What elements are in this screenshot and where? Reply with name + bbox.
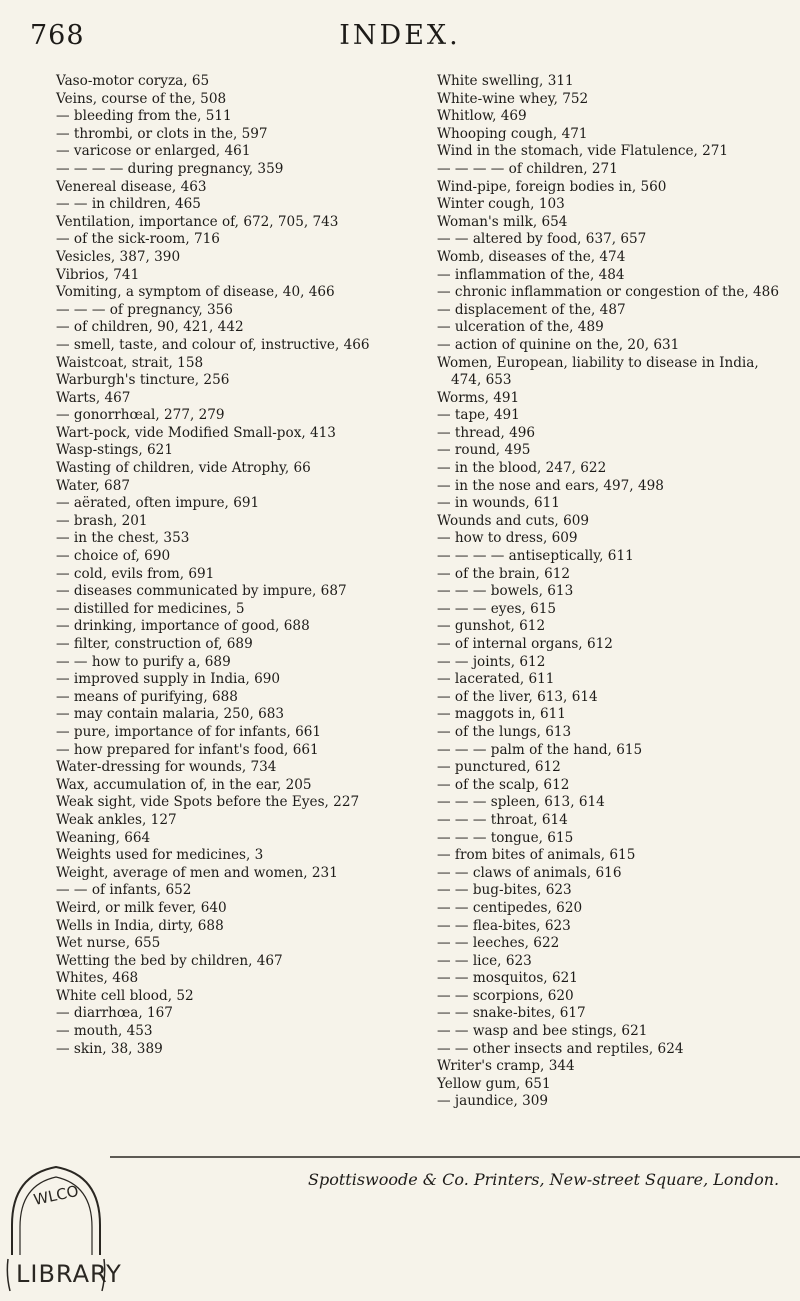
index-entry: — in wounds, 611 — [437, 495, 560, 512]
index-entry: White-wine whey, 752 — [437, 90, 589, 107]
index-entry: — brash, 201 — [56, 512, 148, 529]
index-entry: — maggots in, 611 — [437, 706, 566, 723]
index-entry: — of children, 90, 421, 442 — [56, 319, 244, 336]
index-entry: — tape, 491 — [437, 407, 520, 424]
index-entry: — — snake-bites, 617 — [437, 1005, 586, 1022]
index-entry: Women, European, liability to disease in India, 474, 653 — [437, 354, 759, 389]
index-entry: Whites, 468 — [56, 970, 139, 987]
index-entry: — thread, 496 — [437, 424, 536, 441]
index-entry: Wart-pock, vide Modified Small-pox, 413 — [56, 424, 336, 441]
index-entry: — — — eyes, 615 — [437, 600, 557, 617]
index-entry: Wasp-stings, 621 — [56, 442, 173, 459]
index-entry: — how prepared for infant's food, 661 — [56, 741, 319, 758]
index-entry: Vibrios, 741 — [56, 266, 140, 283]
index-entry: Weight, average of men and women, 231 — [56, 864, 338, 881]
index-entry: — gonorrhœal, 277, 279 — [56, 407, 225, 424]
index-entry: — in the blood, 247, 622 — [437, 460, 607, 477]
index-entry: Weak sight, vide Spots before the Eyes, 227 — [56, 794, 360, 811]
index-entry: Wounds and cuts, 609 — [437, 512, 590, 529]
index-entry: — distilled for medicines, 5 — [56, 600, 245, 617]
index-entry: — — — throat, 614 — [437, 811, 568, 828]
index-entry: Veins, course of the, 508 — [56, 90, 227, 107]
index-entry: Wet nurse, 655 — [56, 935, 161, 952]
right-column — [437, 73, 789, 1111]
index-entry: — pure, importance of for infants, 661 — [56, 723, 322, 740]
index-entry: — — scorpions, 620 — [437, 987, 574, 1004]
index-entry: — — bug-bites, 623 — [437, 882, 572, 899]
index-entry: — — how to purify a, 689 — [56, 653, 231, 670]
library-stamp — [4, 1155, 122, 1295]
index-entry: Water, 687 — [56, 477, 130, 494]
index-entry: — cold, evils from, 691 — [56, 565, 215, 582]
index-entry: — mouth, 453 — [56, 1023, 153, 1040]
index-entry: Wax, accumulation of, in the ear, 205 — [56, 776, 312, 793]
stamp-text: LIBRARY — [16, 1260, 122, 1288]
index-entry: — bleeding from the, 511 — [56, 108, 232, 125]
index-entry: White cell blood, 52 — [56, 987, 194, 1004]
index-entry: — of the liver, 613, 614 — [437, 688, 598, 705]
index-entry: — aërated, often impure, 691 — [56, 495, 260, 512]
index-entry: — — in children, 465 — [56, 196, 201, 213]
index-entry: Whitlow, 469 — [437, 108, 527, 125]
index-entry: — — other insects and reptiles, 624 — [437, 1040, 684, 1057]
index-entry: Yellow gum, 651 — [437, 1075, 551, 1092]
index-entry: Weaning, 664 — [56, 829, 151, 846]
index-entry: — drinking, importance of good, 688 — [56, 618, 310, 635]
index-entry: — — mosquitos, 621 — [437, 970, 578, 987]
index-entry: — — wasp and bee stings, 621 — [437, 1023, 648, 1040]
index-entry: Warts, 467 — [56, 389, 131, 406]
page-number: 768 — [30, 20, 85, 51]
index-entry: — diseases communicated by impure, 687 — [56, 583, 347, 600]
index-entry: — choice of, 690 — [56, 548, 171, 565]
index-entry: — gunshot, 612 — [437, 618, 546, 635]
index-entry: — in the nose and ears, 497, 498 — [437, 477, 664, 494]
index-entry: — skin, 38, 389 — [56, 1040, 163, 1057]
index-entry: — lacerated, 611 — [437, 671, 555, 688]
index-entry: — — flea-bites, 623 — [437, 917, 571, 934]
index-entry: — of the brain, 612 — [437, 565, 571, 582]
index-entry: — — — palm of the hand, 615 — [437, 741, 643, 758]
index-entry: Water-dressing for wounds, 734 — [56, 759, 277, 776]
index-entry: — jaundice, 309 — [437, 1093, 549, 1110]
index-entry: — — — — of children, 271 — [437, 160, 618, 177]
index-entry: Weird, or milk fever, 640 — [56, 899, 227, 916]
left-column — [56, 73, 408, 1058]
index-entry: Vesicles, 387, 390 — [56, 248, 181, 265]
index-entry: — may contain malaria, 250, 683 — [56, 706, 285, 723]
index-entry: Whooping cough, 471 — [437, 125, 588, 142]
index-entry: Ventilation, importance of, 672, 705, 743 — [56, 213, 339, 230]
index-entry: — inflammation of the, 484 — [437, 266, 625, 283]
index-entry: — from bites of animals, 615 — [437, 847, 636, 864]
index-entry: Wasting of children, vide Atrophy, 66 — [56, 460, 311, 477]
index-entry: — of the lungs, 613 — [437, 723, 572, 740]
index-entry: — in the chest, 353 — [56, 530, 190, 547]
footer-rule — [110, 1156, 800, 1158]
index-entry: — diarrhœa, 167 — [56, 1005, 173, 1022]
index-entry: — — lice, 623 — [437, 952, 532, 969]
index-entry: Writer's cramp, 344 — [437, 1058, 575, 1075]
index-columns — [56, 73, 786, 1153]
index-entry: — — — of pregnancy, 356 — [56, 301, 233, 318]
index-entry: — how to dress, 609 — [437, 530, 578, 547]
index-entry: — punctured, 612 — [437, 759, 561, 776]
stamp-arc-text: WLCO — [31, 1181, 81, 1209]
page-header — [30, 20, 770, 60]
index-entry: — round, 495 — [437, 442, 531, 459]
index-entry: — — joints, 612 — [437, 653, 546, 670]
index-entry: Warburgh's tincture, 256 — [56, 372, 230, 389]
index-entry: Weights used for medicines, 3 — [56, 847, 264, 864]
index-entry: — chronic inflammation or congestion of the, 486 — [437, 284, 779, 301]
index-entry: Waistcoat, strait, 158 — [56, 354, 204, 371]
index-entry: — of the scalp, 612 — [437, 776, 570, 793]
printer-imprint: Spottiswoode & Co. Printers, New-street Square, London. — [308, 1170, 780, 1189]
index-entry: — of the sick-room, 716 — [56, 231, 220, 248]
index-entry: White swelling, 311 — [437, 73, 574, 89]
index-entry: — — — — during pregnancy, 359 — [56, 160, 284, 177]
index-entry: Venereal disease, 463 — [56, 178, 207, 195]
index-entry: Vomiting, a symptom of disease, 40, 466 — [56, 284, 335, 301]
index-entry: — — — spleen, 613, 614 — [437, 794, 605, 811]
index-entry: — action of quinine on the, 20, 631 — [437, 336, 680, 353]
index-entry: Worms, 491 — [437, 389, 520, 406]
index-entry: Weak ankles, 127 — [56, 811, 177, 828]
index-entry: — means of purifying, 688 — [56, 688, 238, 705]
index-entry: Woman's milk, 654 — [437, 213, 568, 230]
index-entry: — displacement of the, 487 — [437, 301, 626, 318]
running-title: INDEX. — [339, 20, 461, 51]
index-entry: — — — bowels, 613 — [437, 583, 574, 600]
index-entry: Womb, diseases of the, 474 — [437, 248, 626, 265]
index-entry: — — claws of animals, 616 — [437, 864, 622, 881]
index-entry: — ulceration of the, 489 — [437, 319, 604, 336]
index-entry: — varicose or enlarged, 461 — [56, 143, 251, 160]
index-entry: Wetting the bed by children, 467 — [56, 952, 283, 969]
index-entry: — of internal organs, 612 — [437, 636, 613, 652]
index-entry: Wind in the stomach, vide Flatulence, 271 — [437, 143, 729, 160]
index-entry: — — — tongue, 615 — [437, 829, 574, 846]
index-entry: — smell, taste, and colour of, instructive, 466 — [56, 336, 370, 353]
index-entry: Wells in India, dirty, 688 — [56, 917, 224, 934]
index-entry: — — — — antiseptically, 611 — [437, 548, 634, 565]
index-entry: — — altered by food, 637, 657 — [437, 231, 647, 248]
index-entry: Vaso-motor coryza, 65 — [56, 73, 210, 89]
index-entry: — filter, construction of, 689 — [56, 636, 253, 652]
index-entry: — improved supply in India, 690 — [56, 671, 281, 688]
index-entry: — — centipedes, 620 — [437, 899, 583, 916]
index-entry: — thrombi, or clots in the, 597 — [56, 125, 268, 142]
index-entry: Winter cough, 103 — [437, 196, 565, 213]
index-entry: — — of infants, 652 — [56, 882, 192, 899]
index-entry: — — leeches, 622 — [437, 935, 560, 952]
index-entry: Wind-pipe, foreign bodies in, 560 — [437, 178, 667, 195]
